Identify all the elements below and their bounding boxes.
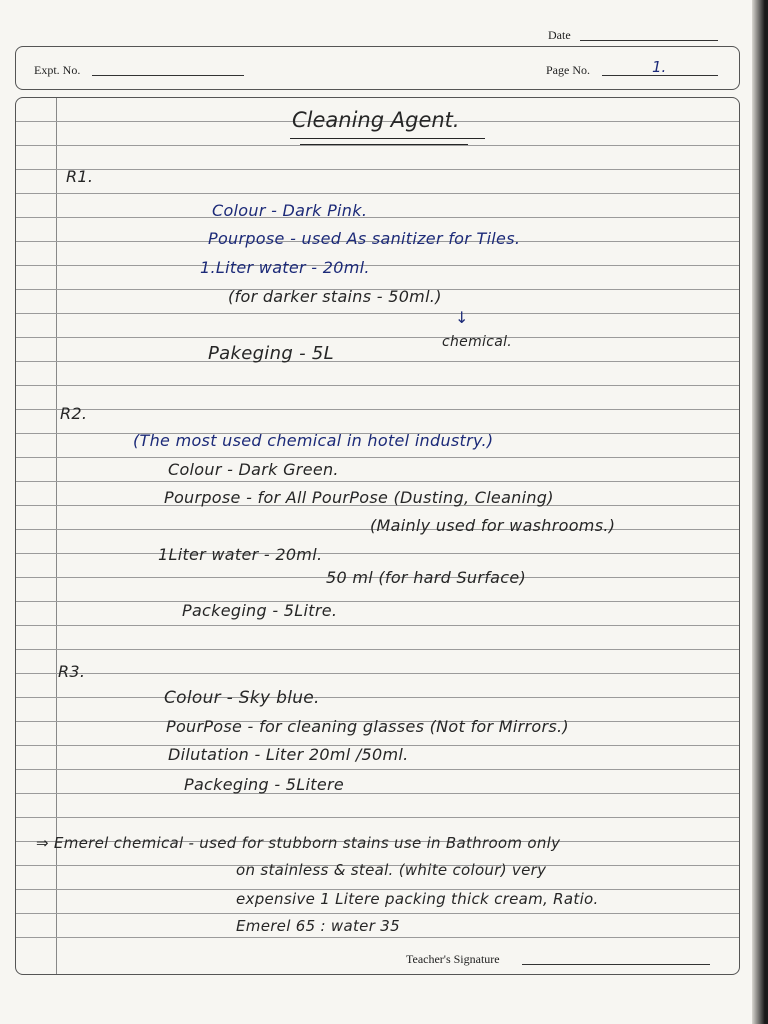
expt-no-label: Expt. No. (34, 63, 81, 77)
rule-line (16, 265, 739, 266)
rule-line (16, 145, 739, 146)
r3-dilution: Dilutation - Liter 20ml /50ml. (168, 745, 409, 764)
date-line (580, 40, 718, 41)
rule-line (16, 913, 739, 914)
page-edge-shadow (752, 0, 768, 1024)
rule-line (16, 313, 739, 314)
r1-chemical-note: chemical. (442, 334, 513, 350)
r2-label: R2. (60, 404, 88, 423)
page-no-label: Page No. (546, 63, 590, 77)
r1-purpose: Pourpose - used As sanitizer for Tiles. (208, 229, 521, 248)
r1-label: R1. (66, 167, 94, 186)
r1-darker-stains: (for darker stains - 50ml.) (228, 287, 442, 306)
rule-line (16, 697, 739, 698)
r3-colour: Colour - Sky blue. (164, 688, 320, 708)
page-title: Cleaning Agent. (292, 108, 460, 132)
r2-hard-surface: 50 ml (for hard Surface) (326, 568, 527, 587)
r2-note: (The most used chemical in hotel industry.) (133, 431, 494, 450)
rule-line (16, 625, 739, 626)
expt-no-line (92, 75, 244, 76)
rule-line (16, 409, 739, 410)
title-underline (300, 144, 468, 145)
rule-line (16, 553, 739, 554)
header-box (15, 46, 740, 90)
emerel-line-2: on stainless & steal. (white colour) very (236, 861, 547, 879)
rule-line (16, 169, 739, 170)
r1-dilution: 1.Liter water - 20ml. (200, 258, 370, 277)
rule-line (16, 649, 739, 650)
r2-dilution: 1Liter water - 20ml. (158, 545, 323, 564)
r2-colour: Colour - Dark Green. (168, 460, 339, 479)
rule-line (16, 217, 739, 218)
emerel-line-3: expensive 1 Litere packing thick cream, Ratio. (236, 890, 599, 908)
rule-line (16, 385, 739, 386)
rule-line (16, 481, 739, 482)
rule-line (16, 769, 739, 770)
teacher-signature-label: Teacher's Signature (406, 952, 500, 966)
rule-line (16, 361, 739, 362)
r1-colour: Colour - Dark Pink. (212, 201, 368, 220)
rule-line (16, 793, 739, 794)
rule-line (16, 673, 739, 674)
r3-label: R3. (58, 662, 86, 681)
r3-packaging: Packeging - 5Litere (184, 775, 344, 794)
rule-line (16, 937, 739, 938)
r2-packaging: Packeging - 5Litre. (182, 601, 338, 620)
down-arrow-icon: ↓ (455, 308, 469, 327)
page-no-value: 1. (652, 58, 667, 76)
r1-packaging: Pakeging - 5L (208, 343, 334, 364)
signature-line (522, 964, 710, 965)
rule-line (16, 193, 739, 194)
rule-line (16, 817, 739, 818)
rule-line (16, 457, 739, 458)
r3-purpose: PourPose - for cleaning glasses (Not for Mirrors.) (166, 717, 569, 736)
rule-line (16, 601, 739, 602)
emerel-line-1: ⇒ Emerel chemical - used for stubborn stains use in Bathroom only (36, 834, 561, 852)
r2-purpose-note: (Mainly used for washrooms.) (370, 516, 616, 535)
rule-line (16, 337, 739, 338)
date-label: Date (548, 28, 571, 42)
r2-purpose: Pourpose - for All PourPose (Dusting, Cleaning) (164, 488, 554, 507)
emerel-line-4: Emerel 65 : water 35 (236, 917, 400, 935)
title-underline (290, 138, 485, 139)
